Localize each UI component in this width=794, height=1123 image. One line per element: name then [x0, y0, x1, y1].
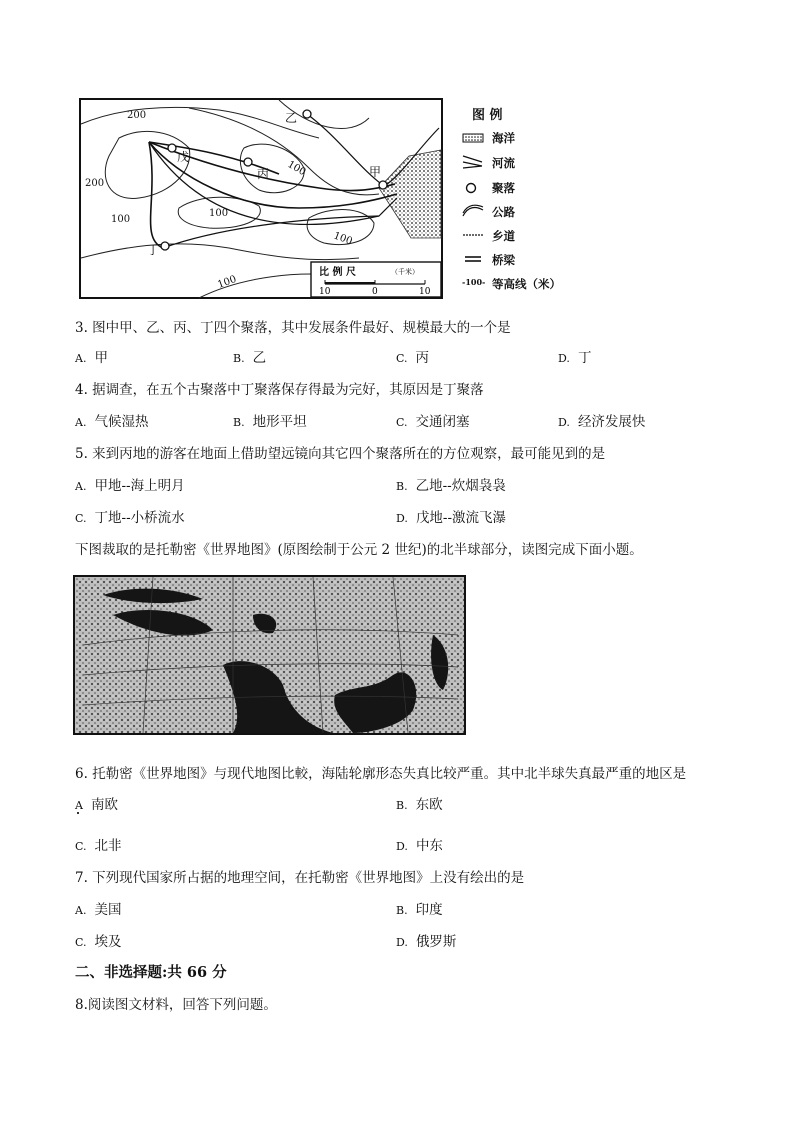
q7-option-b	[396, 898, 443, 918]
bridge-icon	[462, 255, 484, 263]
option-text: 东欧	[415, 797, 443, 813]
legend-title: 图 例	[472, 108, 503, 123]
q5-option-b	[396, 474, 506, 494]
legend-label-river: 河流	[492, 156, 515, 170]
option-key: A.	[75, 352, 87, 365]
scale-tick: 0	[372, 287, 378, 297]
settlement-yi	[303, 110, 311, 118]
highway-icon	[462, 204, 484, 218]
q5-option-c	[75, 506, 185, 526]
q3-option-b	[233, 346, 266, 366]
option-key: B.	[233, 352, 245, 365]
option-key: D.	[396, 512, 408, 525]
option-key: A.	[75, 904, 87, 917]
option-text: 乙地--炊烟袅袅	[415, 478, 506, 494]
option-text: 北非	[94, 838, 122, 854]
legend-label-bridge: 桥梁	[492, 253, 515, 267]
section-heading: 二、非选择题:共 66 分	[75, 964, 227, 981]
place-label-yi: 乙	[285, 111, 298, 125]
q3-option-a	[75, 346, 108, 366]
option-key: C.	[75, 936, 87, 949]
q7-option-d	[396, 930, 456, 950]
place-label-ding: 丁	[147, 243, 160, 257]
settlement-jia	[379, 181, 387, 189]
q6-option-c	[75, 834, 122, 854]
settlement-wu	[168, 144, 176, 152]
contour-icon: -100-	[462, 277, 486, 287]
q5-option-a	[75, 474, 185, 494]
question-3: 3. 图中甲、乙、丙、丁四个聚落，其中发展条件最好、规模最大的一个是	[75, 320, 511, 336]
legend-label-ocean: 海洋	[492, 131, 515, 145]
option-key: B.	[396, 799, 408, 812]
section-intro: 下图裁取的是托勒密《世界地图》(原图绘制于公元 2 世纪)的北半球部分，读图完成下面小题。	[75, 542, 643, 558]
option-text: 地形平坦	[252, 414, 307, 430]
question-7: 7. 下列现代国家所占据的地理空间，在托勒密《世界地图》上没有绘出的是	[75, 870, 525, 886]
option-key: C.	[75, 512, 87, 525]
ptolemy-world-map	[73, 575, 466, 735]
option-text: 南欧	[90, 797, 118, 813]
contour-label: 200	[85, 178, 105, 189]
place-label-jia: 甲	[369, 165, 382, 179]
topographic-map	[79, 98, 443, 299]
scale-title: 比 例 尺	[319, 267, 356, 278]
q4-option-c	[396, 410, 470, 430]
q4-option-a	[75, 410, 148, 430]
q7-option-c	[75, 930, 122, 950]
village-road-icon	[462, 232, 484, 238]
question-8: 8.阅读图文材料，回答下列问题。	[75, 997, 277, 1013]
option-key: A.	[75, 480, 87, 493]
place-label-wu: 戊	[177, 150, 190, 164]
option-key: D.	[396, 840, 408, 853]
option-text: 乙	[252, 350, 267, 366]
scale-tick: 10	[419, 287, 431, 297]
place-label-bing: 丙	[257, 167, 270, 181]
scale-tick: 10	[319, 287, 331, 297]
legend-label-settlement: 聚落	[492, 181, 515, 195]
q4-option-b	[233, 410, 307, 430]
settlement-bing	[244, 158, 252, 166]
question-4: 4. 据调查，在五个古聚落中丁聚落保存得最为完好，其原因是丁聚落	[75, 382, 484, 398]
river-icon	[462, 154, 484, 170]
option-text: 经济发展快	[577, 414, 646, 430]
settlement-ding	[161, 242, 169, 250]
q3-option-d	[558, 346, 591, 366]
option-text: 埃及	[94, 934, 122, 950]
option-text: 甲	[94, 350, 108, 366]
contour-label: 200	[127, 110, 147, 121]
option-key: A.	[75, 416, 87, 429]
option-key: B.	[396, 904, 408, 917]
option-key: D.	[558, 416, 570, 429]
settlement-icon	[464, 181, 478, 195]
contour-label: 100	[331, 230, 354, 248]
q6-option-b	[396, 793, 443, 813]
scale-unit: （千米）	[391, 268, 419, 276]
legend-label-contour: 等高线（米）	[492, 277, 561, 291]
option-text: 俄罗斯	[415, 934, 457, 950]
contour-label: 100	[209, 208, 229, 219]
option-text: 气候湿热	[94, 414, 149, 430]
ocean-icon	[462, 133, 484, 143]
option-text: 丁	[577, 350, 592, 366]
option-text: 交通闭塞	[415, 414, 470, 430]
option-key: A	[75, 799, 83, 812]
q4-option-d	[558, 410, 645, 430]
option-key: C.	[396, 416, 408, 429]
option-text: 中东	[415, 838, 443, 854]
question-5: 5. 来到丙地的游客在地面上借助望远镜向其它四个聚落所在的方位观察，最可能见到的是	[75, 446, 606, 462]
q7-option-a	[75, 898, 121, 918]
option-key: D.	[558, 352, 570, 365]
option-key: B.	[396, 480, 408, 493]
legend-label-village-road: 乡道	[492, 229, 515, 243]
option-text: 甲地--海上明月	[94, 478, 185, 494]
contour-label: 100	[285, 159, 308, 179]
contour-label: 100	[111, 214, 131, 225]
question-6: 6. 托勒密《世界地图》与现代地图比較，海陆轮廓形态失真比较严重。其中北半球失真最严重的地区是	[75, 766, 687, 782]
option-text: 丙	[415, 350, 430, 366]
option-key: C.	[396, 352, 408, 365]
option-key: D.	[396, 936, 408, 949]
option-key: C.	[75, 840, 87, 853]
option-key: B.	[233, 416, 245, 429]
q6-option-d	[396, 834, 443, 854]
q5-option-d	[396, 506, 506, 526]
option-text: 戊地--激流飞瀑	[415, 510, 507, 526]
contour-label: 100	[216, 273, 238, 291]
option-text: 美国	[94, 902, 122, 918]
option-text: 印度	[415, 902, 443, 918]
stray-dot	[77, 812, 79, 814]
option-text: 丁地--小桥流水	[94, 510, 185, 526]
q6-option-a	[75, 793, 118, 813]
legend-label-highway: 公路	[492, 205, 515, 219]
q3-option-c	[396, 346, 429, 366]
